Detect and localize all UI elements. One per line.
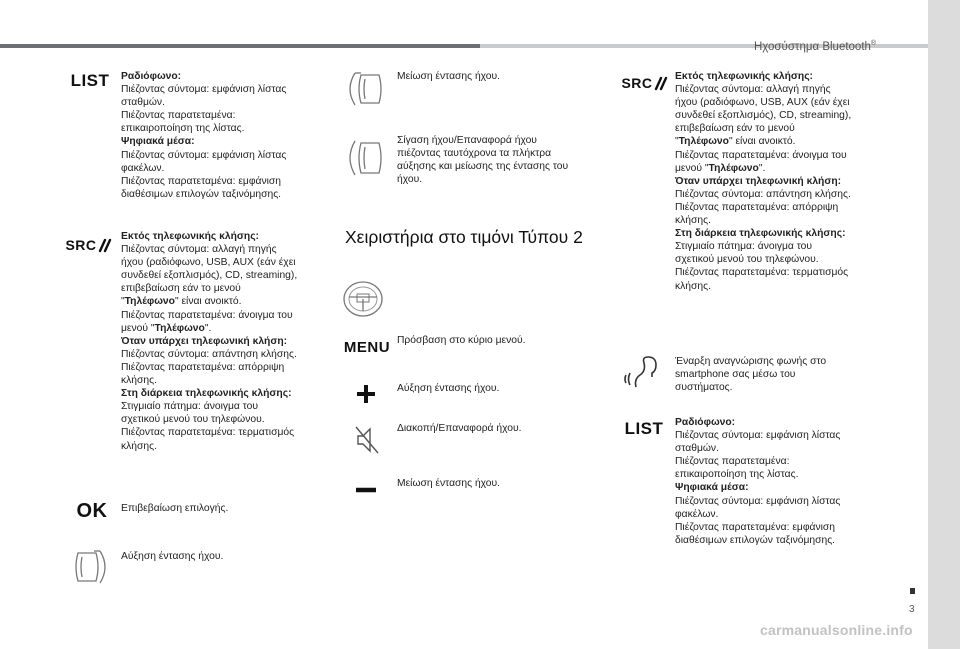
- voice-description: Έναρξη αναγνώρισης φωνής στο smartphone σας μέσω του συστήματος.: [675, 356, 827, 394]
- mute-description: Σίγαση ήχου/Επαναφορά ήχου πιέζοντας ταυτόχρονα τα πλήκτρα αύξησης και μείωσης της έντασης του ήχου.: [397, 135, 569, 186]
- list-icon-2: LIST: [624, 419, 664, 438]
- minus-description: Μείωση έντασης ήχου.: [397, 478, 501, 489]
- list-description-2: Ραδιόφωνο: Πιέζοντας σύντομα: εμφάνιση λίστας σταθμών. Πιέζοντας παρατεταμένα: επικαιροποίηση της λίστας. Ψηφιακά μέσα: Πιέζοντας σύντομα: εμφάνιση λίστας φακέλων. Πιέζοντας παρατεταμένα: εμφάνιση διαθέσιμων επιλογών ταξινόμησης.: [675, 417, 841, 546]
- volume-up-description: Αύξηση έντασης ήχου.: [121, 551, 224, 562]
- page-header: Ηχοσύστημα Bluetooth®: [754, 40, 877, 53]
- ok-description: Επιβεβαίωση επιλογής.: [121, 503, 229, 514]
- phone-icon: [97, 237, 113, 253]
- src-phone-icon-2: SRC: [618, 73, 672, 93]
- section-title: Χειριστήρια στο τιμόνι Τύπου 2: [345, 227, 583, 247]
- page-number: 3: [909, 604, 915, 615]
- src-description: Εκτός τηλεφωνικής κλήσης: Πιέζοντας σύντομα: αλλαγή πηγής ήχου (ραδιόφωνο, USB, AUX (εάν έχει συνδεθεί εξοπλισμός), CD, streaming), επιβεβαίωση εάν το μενού "Τηλέφωνο" είναι ανοικτό. Πιέζοντας παρατεταμένα: άνοιγμα του μενού "Τηλέφωνο". Όταν υπάρχει τηλεφωνική κλήση: Πιέζοντας σύντομα: απάντηση κλήσης. Πιέζοντας παρατεταμένα: απόρριψη κλήσης. Στη διάρκεια τηλεφωνικής κλήσης: Στιγμιαίο πάτημα: άνοιγμα του σχετικού μενού του τηλεφώνου. Πιέζοντας παρατεταμένα: τερματισμός κλήσης.: [121, 231, 298, 452]
- side-margin-band: [928, 0, 960, 649]
- ok-icon: OK: [76, 499, 108, 522]
- watermark: carmanualsonline.info: [760, 622, 913, 638]
- volume-down-description: Μείωση έντασης ήχου.: [397, 71, 501, 82]
- plus-description: Αύξηση έντασης ήχου.: [397, 383, 500, 394]
- plus-icon: [355, 383, 377, 405]
- phone-icon-2: [653, 75, 669, 91]
- list-description: Ραδιόφωνο: Πιέζοντας σύντομα: εμφάνιση λίστας σταθμών. Πιέζοντας παρατεταμένα: επικαιροποίηση της λίστας. Ψηφιακά μέσα: Πιέζοντας σύντομα: εμφάνιση λίστας φακέλων. Πιέζοντας παρατεταμένα: εμφάνιση διαθέσιμων επιλογών ταξινόμησης.: [121, 71, 287, 200]
- steering-wheel-icon: [341, 279, 385, 319]
- mute2-description: Διακοπή/Επαναφορά ήχου.: [397, 423, 522, 434]
- menu-icon: MENU: [343, 338, 391, 356]
- mute-speaker-icon: [354, 425, 380, 455]
- volume-down-wheel-icon: [343, 69, 387, 109]
- mute-wheel-icon: [343, 137, 387, 179]
- volume-up-wheel-icon: [70, 547, 114, 587]
- src-description-2: Εκτός τηλεφωνικής κλήσης: Πιέζοντας σύντομα: αλλαγή πηγής ήχου (ραδιόφωνο, USB, AUX (εάν έχει συνδεθεί εξοπλισμός), CD, streaming), επιβεβαίωση εάν το μενού "Τηλέφωνο" είναι ανοικτό. Πιέζοντας παρατεταμένα: άνοιγμα του μενού "Τηλέφωνο". Όταν υπάρχει τηλεφωνική κλήση: Πιέζοντας σύντομα: απάντηση κλήσης. Πιέζοντας παρατεταμένα: απόρριψη κλήσης. Στη διάρκεια τηλεφωνικής κλήσης: Στιγμιαίο πάτημα: άνοιγμα του σχετικού μενού του τηλεφώνου. Πιέζοντας παρατεταμένα: τερματισμός κλήσης.: [675, 71, 852, 292]
- list-icon: LIST: [70, 71, 110, 90]
- header-rule-dark: [0, 44, 480, 48]
- menu-description: Πρόσβαση στο κύριο μενού.: [397, 335, 526, 346]
- minus-icon: [355, 485, 377, 495]
- voice-recognition-icon: [622, 355, 660, 389]
- src-phone-icon: SRC: [62, 235, 116, 255]
- page-marker: [910, 588, 915, 594]
